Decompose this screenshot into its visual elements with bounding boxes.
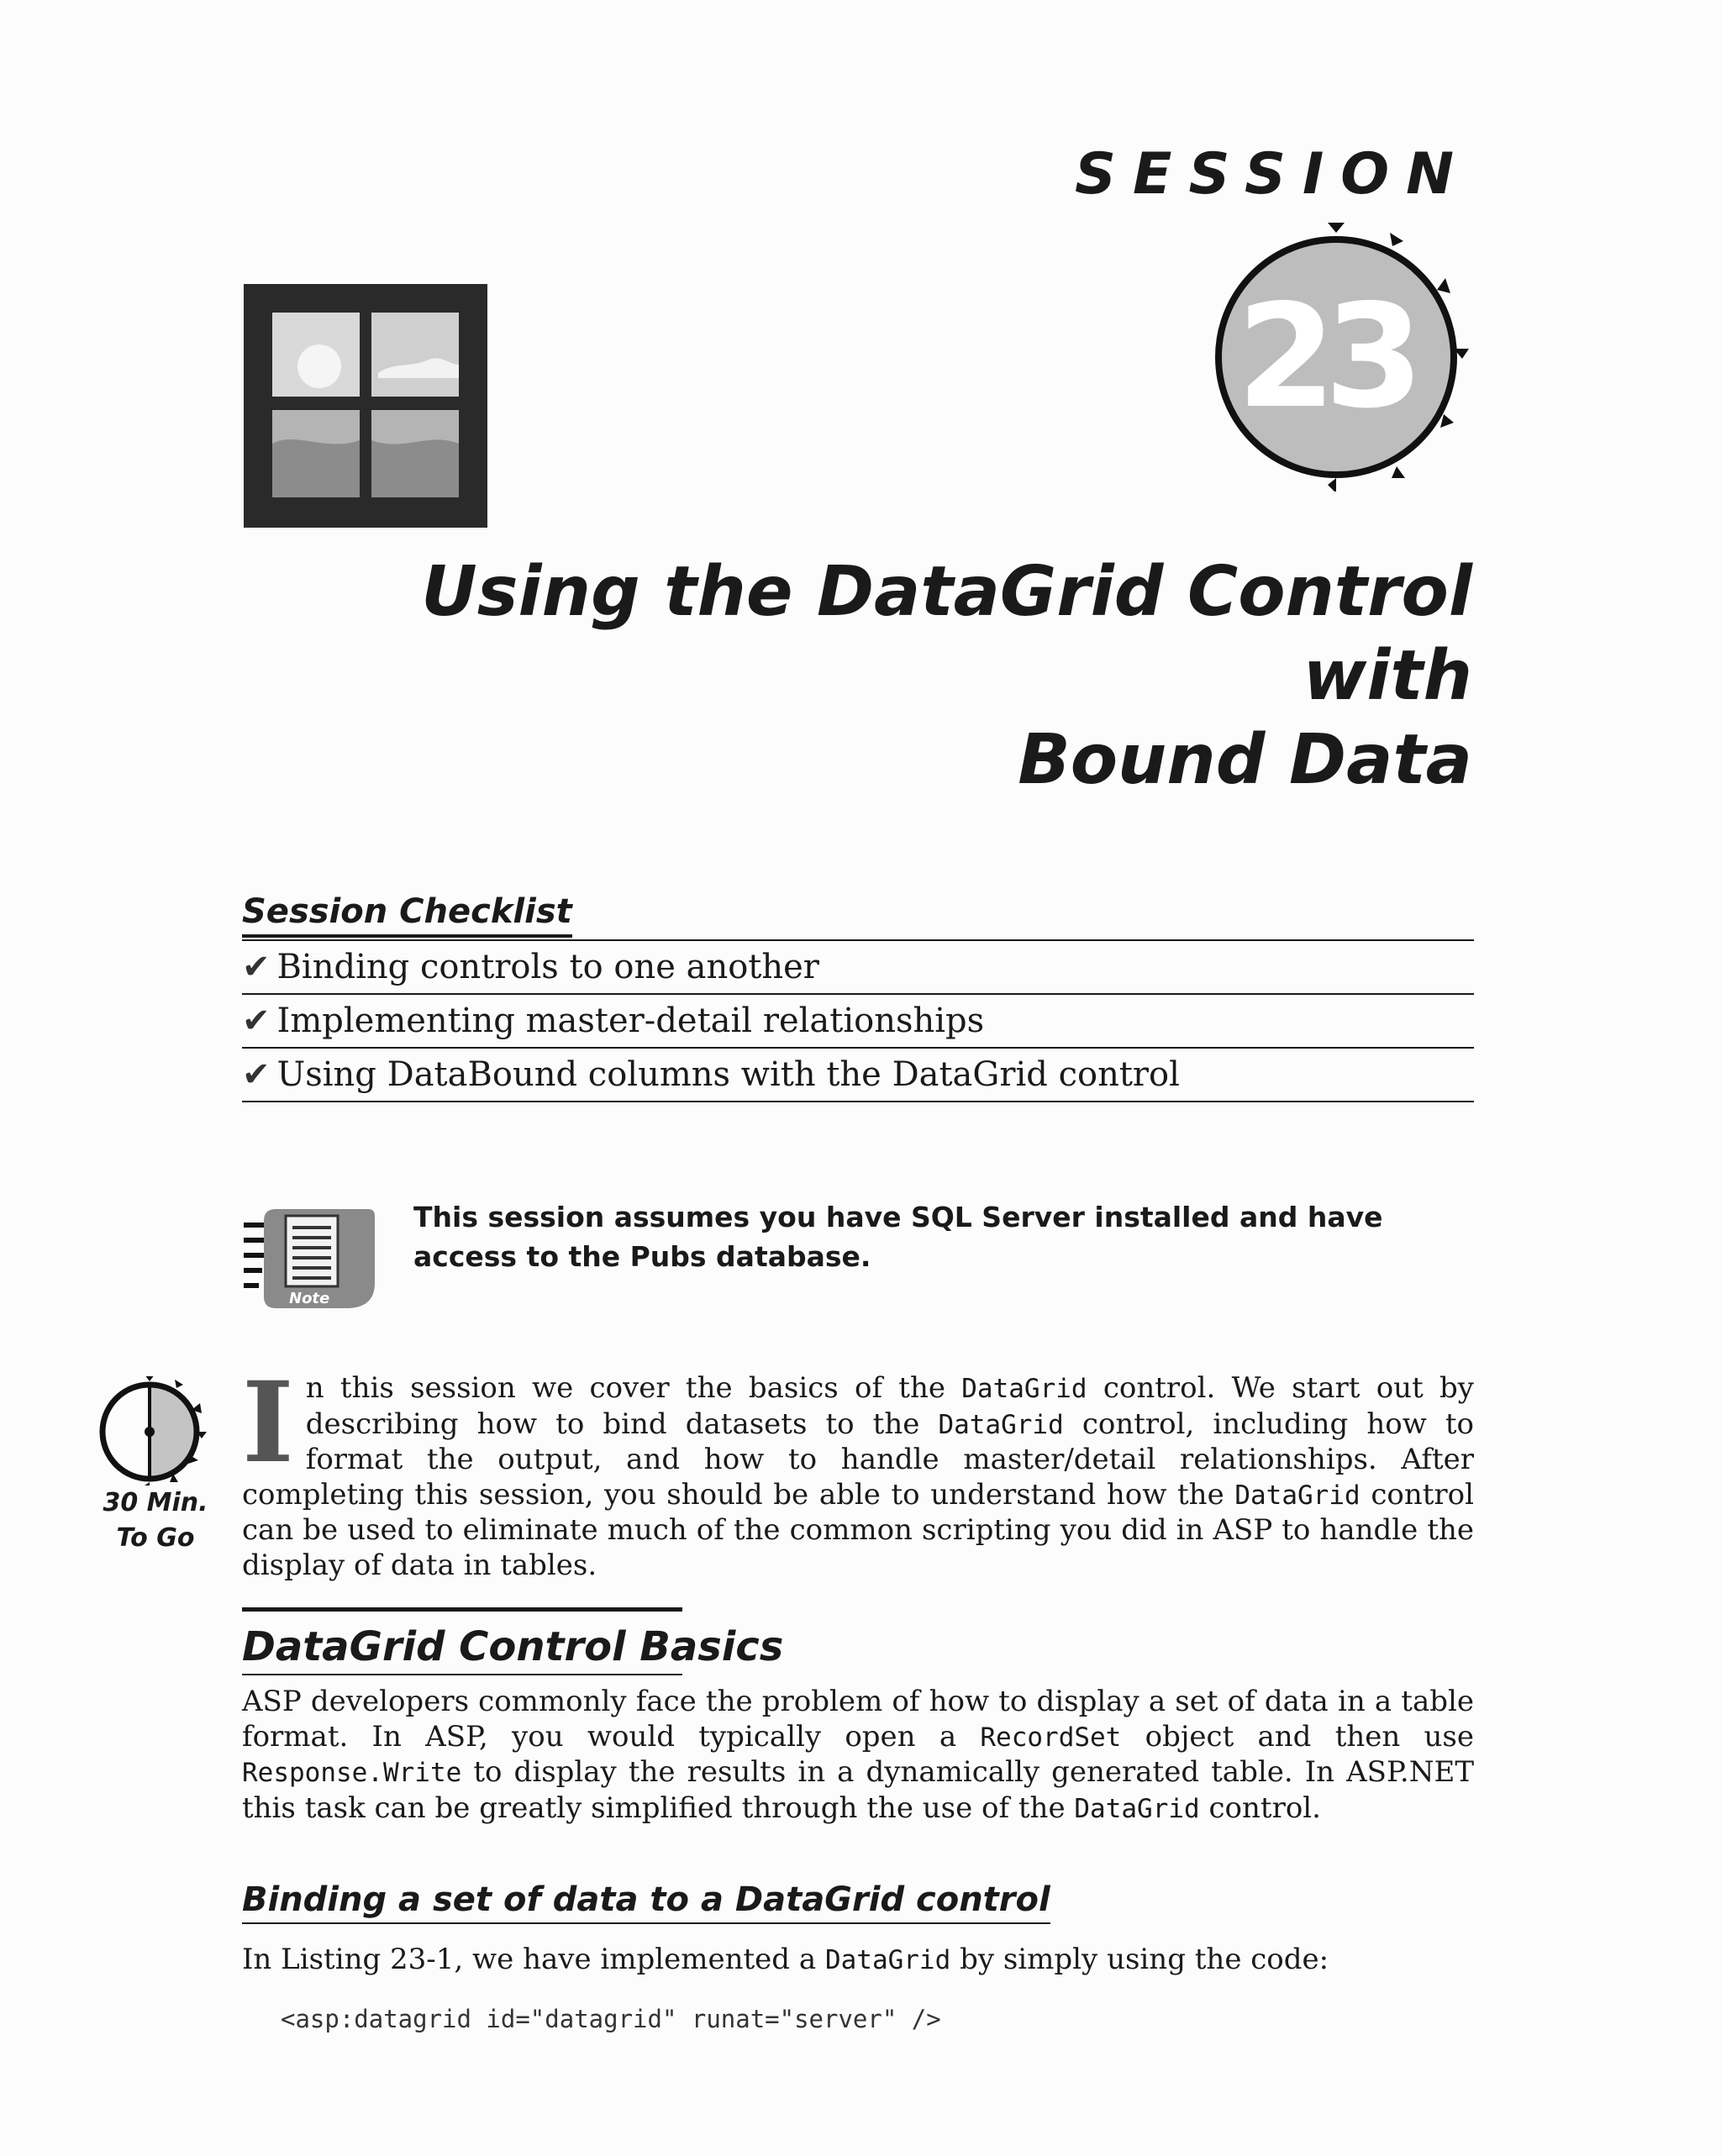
window-icon [244, 284, 487, 528]
checkmark-icon: ✔ [242, 1055, 271, 1094]
checklist-item: ✔ Implementing master-detail relationships [242, 995, 1474, 1049]
section-paragraph: ASP developers commonly face the problem of how to display a set of data in a table format. In ASP, you would typically open a RecordSet object and then use Response.Write to display the results in a dynamically generated table. In ASP.NET this task can be greatly simplified through the use of the DataGrid control. [242, 1685, 1475, 1825]
timer-label: 30 Min. To Go [103, 1488, 208, 1553]
section-rule [242, 1607, 682, 1612]
checklist-heading: Session Checklist [242, 892, 572, 938]
session-label: SESSION [1075, 141, 1471, 208]
checklist-item: ✔ Using DataBound columns with the DataGrid control [242, 1049, 1474, 1102]
session-number-badge [1202, 223, 1471, 492]
drop-cap: I [242, 1358, 294, 1488]
chapter-title [336, 550, 1472, 802]
chapter-title-line2: Bound Data [1018, 720, 1472, 800]
intro-paragraph: In this session we cover the basics of the DataGrid control. We start out by describing how to bind datasets to the DataGrid control, including how to format the output, and how to handle master/detail relationships. After completing this session, you should be able to understand how the DataGrid control can be used to eliminate much of the common scripting you did in ASP to handle the display of data in tables. [242, 1358, 1475, 1582]
subsection-paragraph: In Listing 23-1, we have implemented a DataGrid by simply using the code: [242, 1943, 1329, 1976]
section-heading-block [242, 1607, 784, 1675]
subsection-heading: Binding a set of data to a DataGrid control [242, 1880, 1050, 1924]
checkmark-icon: ✔ [242, 1002, 271, 1040]
code-snippet: <asp:datagrid id="datagrid" runat="server" /> [281, 2005, 941, 2033]
note-icon [242, 1206, 376, 1312]
section-heading: DataGrid Control Basics [242, 1623, 682, 1675]
note-text: This session assumes you have SQL Server installed and have access to the Pubs database. [413, 1201, 1383, 1273]
chapter-title-line1: Using the DataGrid Control with [421, 552, 1472, 716]
session-checklist [242, 892, 1474, 1102]
timer-icon [99, 1376, 208, 1486]
note-icon-label: Note [289, 1290, 330, 1307]
checkmark-icon: ✔ [242, 948, 271, 986]
session-number: 23 [1236, 274, 1413, 440]
subsection-heading-block [242, 1880, 1050, 1924]
checklist-item: ✔ Binding controls to one another [242, 941, 1474, 995]
